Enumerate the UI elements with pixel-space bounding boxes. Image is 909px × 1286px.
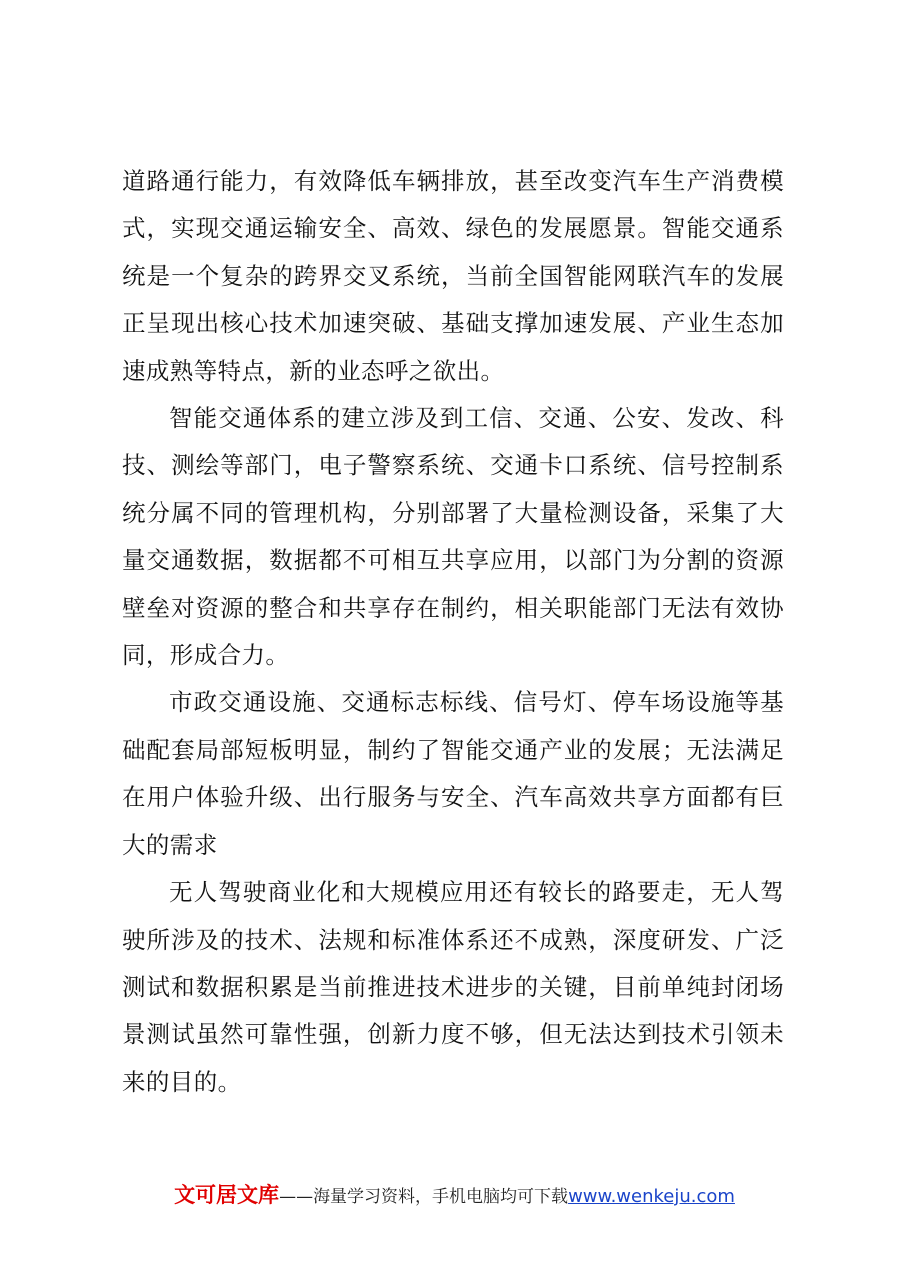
footer-banner	[0, 1180, 909, 1212]
paragraph-2: 智能交通体系的建立涉及到工信、交通、公安、发改、科技、测绘等部门，电子警察系统、交通卡口系统、信号控制系统分属不同的管理机构，分别部署了大量检测设备，采集了大量交通数据，数据都不可相互共享应用，以部门为分割的资源壁垒对资源的整合和共享存在制约，相关职能部门无法有效协同，形成合力。	[122, 404, 784, 670]
paragraph-3: 市政交通设施、交通标志标线、信号灯、停车场设施等基础配套局部短板明显，制约了智能交通产业的发展；无法满足在用户体验升级、出行服务与安全、汽车高效共享方面都有巨大的需求	[122, 688, 784, 859]
footer-website-link[interactable]: www.wenkeju.com	[568, 1186, 735, 1207]
footer-brand: 文可居文库	[174, 1183, 280, 1207]
paragraph-1: 道路通行能力，有效降低车辆排放，甚至改变汽车生产消费模式，实现交通运输安全、高效、绿色的发展愿景。智能交通系统是一个复杂的跨界交叉系统，当前全国智能网联汽车的发展正呈现出核心技术加速突破、基础支撑加速发展、产业生态加速成熟等特点，新的业态呼之欲出。	[122, 167, 784, 385]
paragraph-4: 无人驾驶商业化和大规模应用还有较长的路要走，无人驾驶所涉及的技术、法规和标准体系还不成熟，深度研发、广泛测试和数据积累是当前推进技术进步的关键，目前单纯封闭场景测试虽然可靠性强，创新力度不够，但无法达到技术引领未来的目的。	[122, 878, 784, 1096]
document-body	[122, 158, 784, 1106]
footer-slogan: 海量学习资料，手机电脑均可下载	[313, 1187, 569, 1207]
footer-dash: ——	[279, 1187, 314, 1207]
